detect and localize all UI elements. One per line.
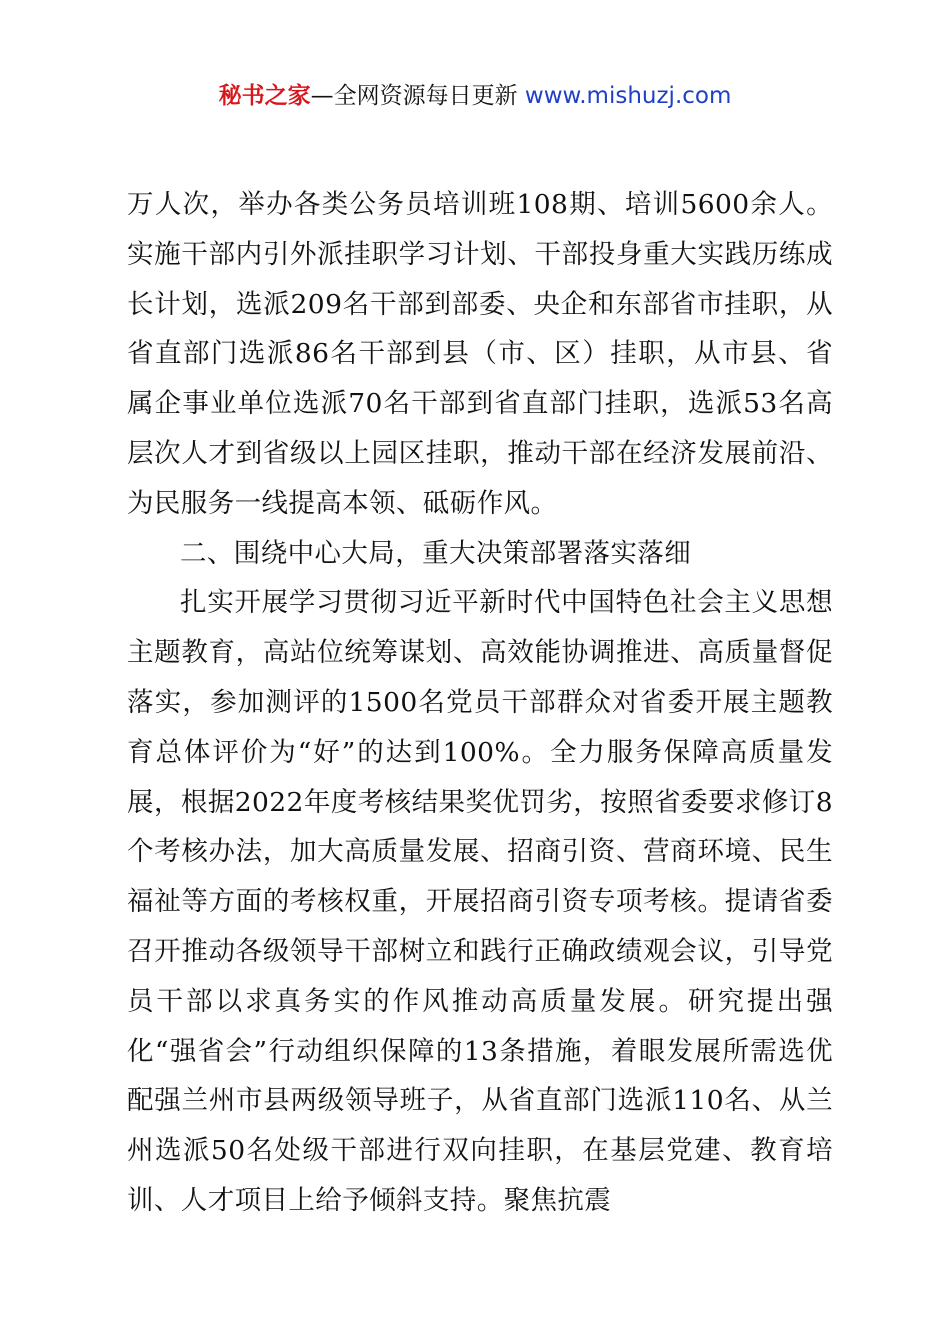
site-url-link[interactable]: www.mishuzj.com — [524, 83, 732, 109]
section-heading-2: 二、围绕中心大局，重大决策部署落实落细 — [180, 537, 692, 569]
body-paragraph-1: 万人次，举办各类公务员培训班108期、培训5600余人。实施干部内引外派挂职学习计划、干部投身重大实践历练成长计划，选派209名干部到部委、央企和东部省市挂职，从省直部门选派86名干部到县（市、区）挂职，从市县、省属企事业单位选派70名干部到省直部门挂职，选派53名高层次人才到省级以上园区挂职，推动干部在经济发展前沿、为民服务一线提高本领、砥砺作风。 — [127, 189, 833, 519]
site-brand: 秘书之家 — [218, 83, 311, 109]
site-tagline: —全网资源每日更新 — [310, 83, 518, 109]
site-header — [0, 80, 950, 112]
document-body — [127, 180, 833, 1226]
body-paragraph-2: 扎实开展学习贯彻习近平新时代中国特色社会主义思想主题教育，高站位统筹谋划、高效能协调推进、高质量督促落实，参加测评的1500名党员干部群众对省委开展主题教育总体评价为“好”的达到100%。全力服务保障高质量发展，根据2022年度考核结果奖优罚劣，按照省委要求修订8个考核办法，加大高质量发展、招商引资、营商环境、民生福祉等方面的考核权重，开展招商引资专项考核。提请省委召开推动各级领导干部树立和践行正确政绩观会议，引导党员干部以求真务实的作风推动高质量发展。研究提出强化“强省会”行动组织保障的13条措施，着眼发展所需选优配强兰州市县两级领导班子，从省直部门选派110名、从兰州选派50名处级干部进行双向挂职，在基层党建、教育培训、人才项目上给予倾斜支持。聚焦抗震 — [127, 587, 833, 1216]
